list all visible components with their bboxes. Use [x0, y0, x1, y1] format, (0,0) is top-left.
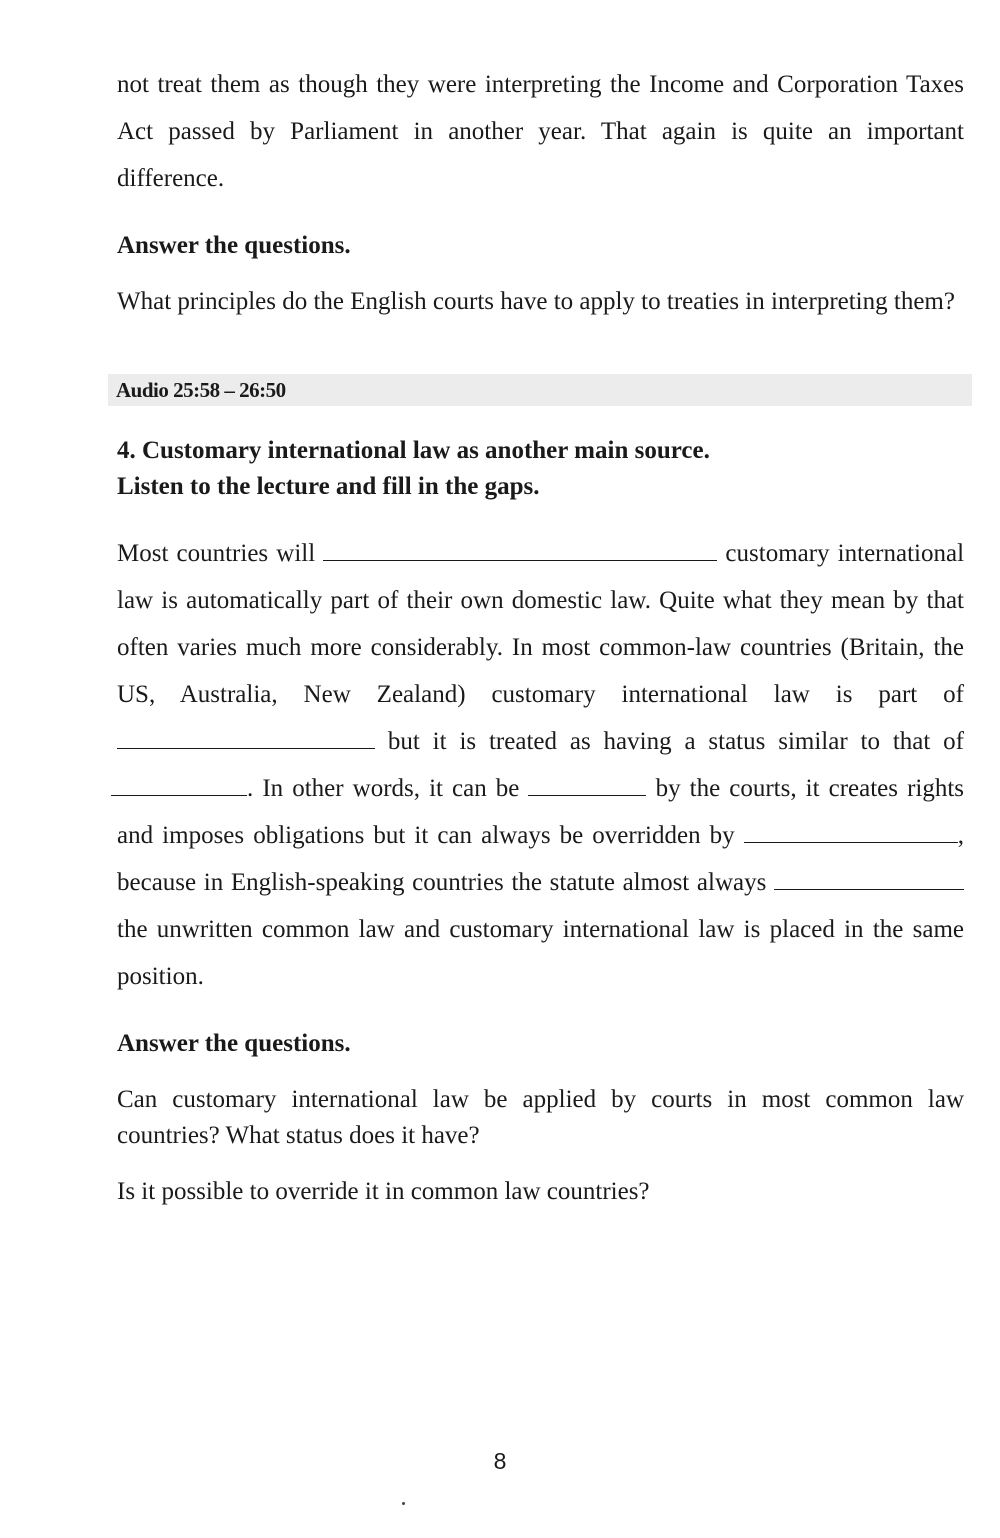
audio-timestamp-bar [108, 374, 972, 406]
section4-question1-block [117, 1082, 964, 1154]
gap-blank-6 [774, 867, 964, 890]
gap-fill-paragraph-block [117, 530, 964, 1000]
gap-text-segment: customary international law is automatically part of their own domestic law. Quite what they mean by that often varies much more considerably. In most common-law countries (Britain, the US, Australia, New Zealand) customary international law is part of [117, 540, 965, 708]
gap-text-segment: . In other words, it can be [247, 775, 520, 802]
gap-blank-4 [528, 773, 646, 796]
gap-blank-5 [744, 820, 958, 843]
question-text: Can customary international law be applied by courts in most common law countries? What status does it have? [117, 1086, 964, 1149]
gap-text-segment: , because in English-speaking countries the statute almost always [117, 822, 964, 896]
section3-question-block [117, 284, 964, 320]
gap-text-segment: Most countries will [117, 540, 316, 567]
answer-heading: Answer the questions. [117, 1030, 351, 1057]
section4-answer-block [117, 1026, 964, 1062]
scan-speck [402, 1502, 405, 1505]
section-instruction: Listen to the lecture and fill in the gaps. [117, 473, 540, 500]
gap-text-segment: but it is treated as having a status similar to that of [387, 728, 965, 755]
section-title: 4. Customary international law as another main source. [117, 437, 710, 464]
gap-blank-2 [117, 726, 375, 749]
page-number: 8 [493, 1448, 507, 1474]
continuation-paragraph-block [117, 61, 964, 202]
gap-text-segment: by the courts, it creates rights and imposes obligations but it can always be overridden by [117, 775, 965, 849]
section4-question2-block [117, 1174, 964, 1210]
section4-heading-block [117, 433, 964, 505]
audio-timestamp-label: Audio 25:58 – 26:50 [116, 378, 286, 402]
gap-blank-1 [323, 538, 717, 561]
continuation-paragraph: not treat them as though they were interpreting the Income and Corporation Taxes Act passed by Parliament in another year. That again is quite an important difference. [117, 71, 964, 192]
gap-blank-3 [111, 773, 247, 796]
question-text: What principles do the English courts have to apply to treaties in interpreting them? [117, 288, 955, 315]
answer-heading: Answer the questions. [117, 232, 351, 259]
gap-text-segment: the unwritten common law and customary international law is placed in the same position. [117, 916, 964, 990]
section3-answer-block [117, 228, 964, 264]
gap-fill-paragraph [117, 530, 964, 1000]
question-text: Is it possible to override it in common law countries? [117, 1178, 650, 1205]
